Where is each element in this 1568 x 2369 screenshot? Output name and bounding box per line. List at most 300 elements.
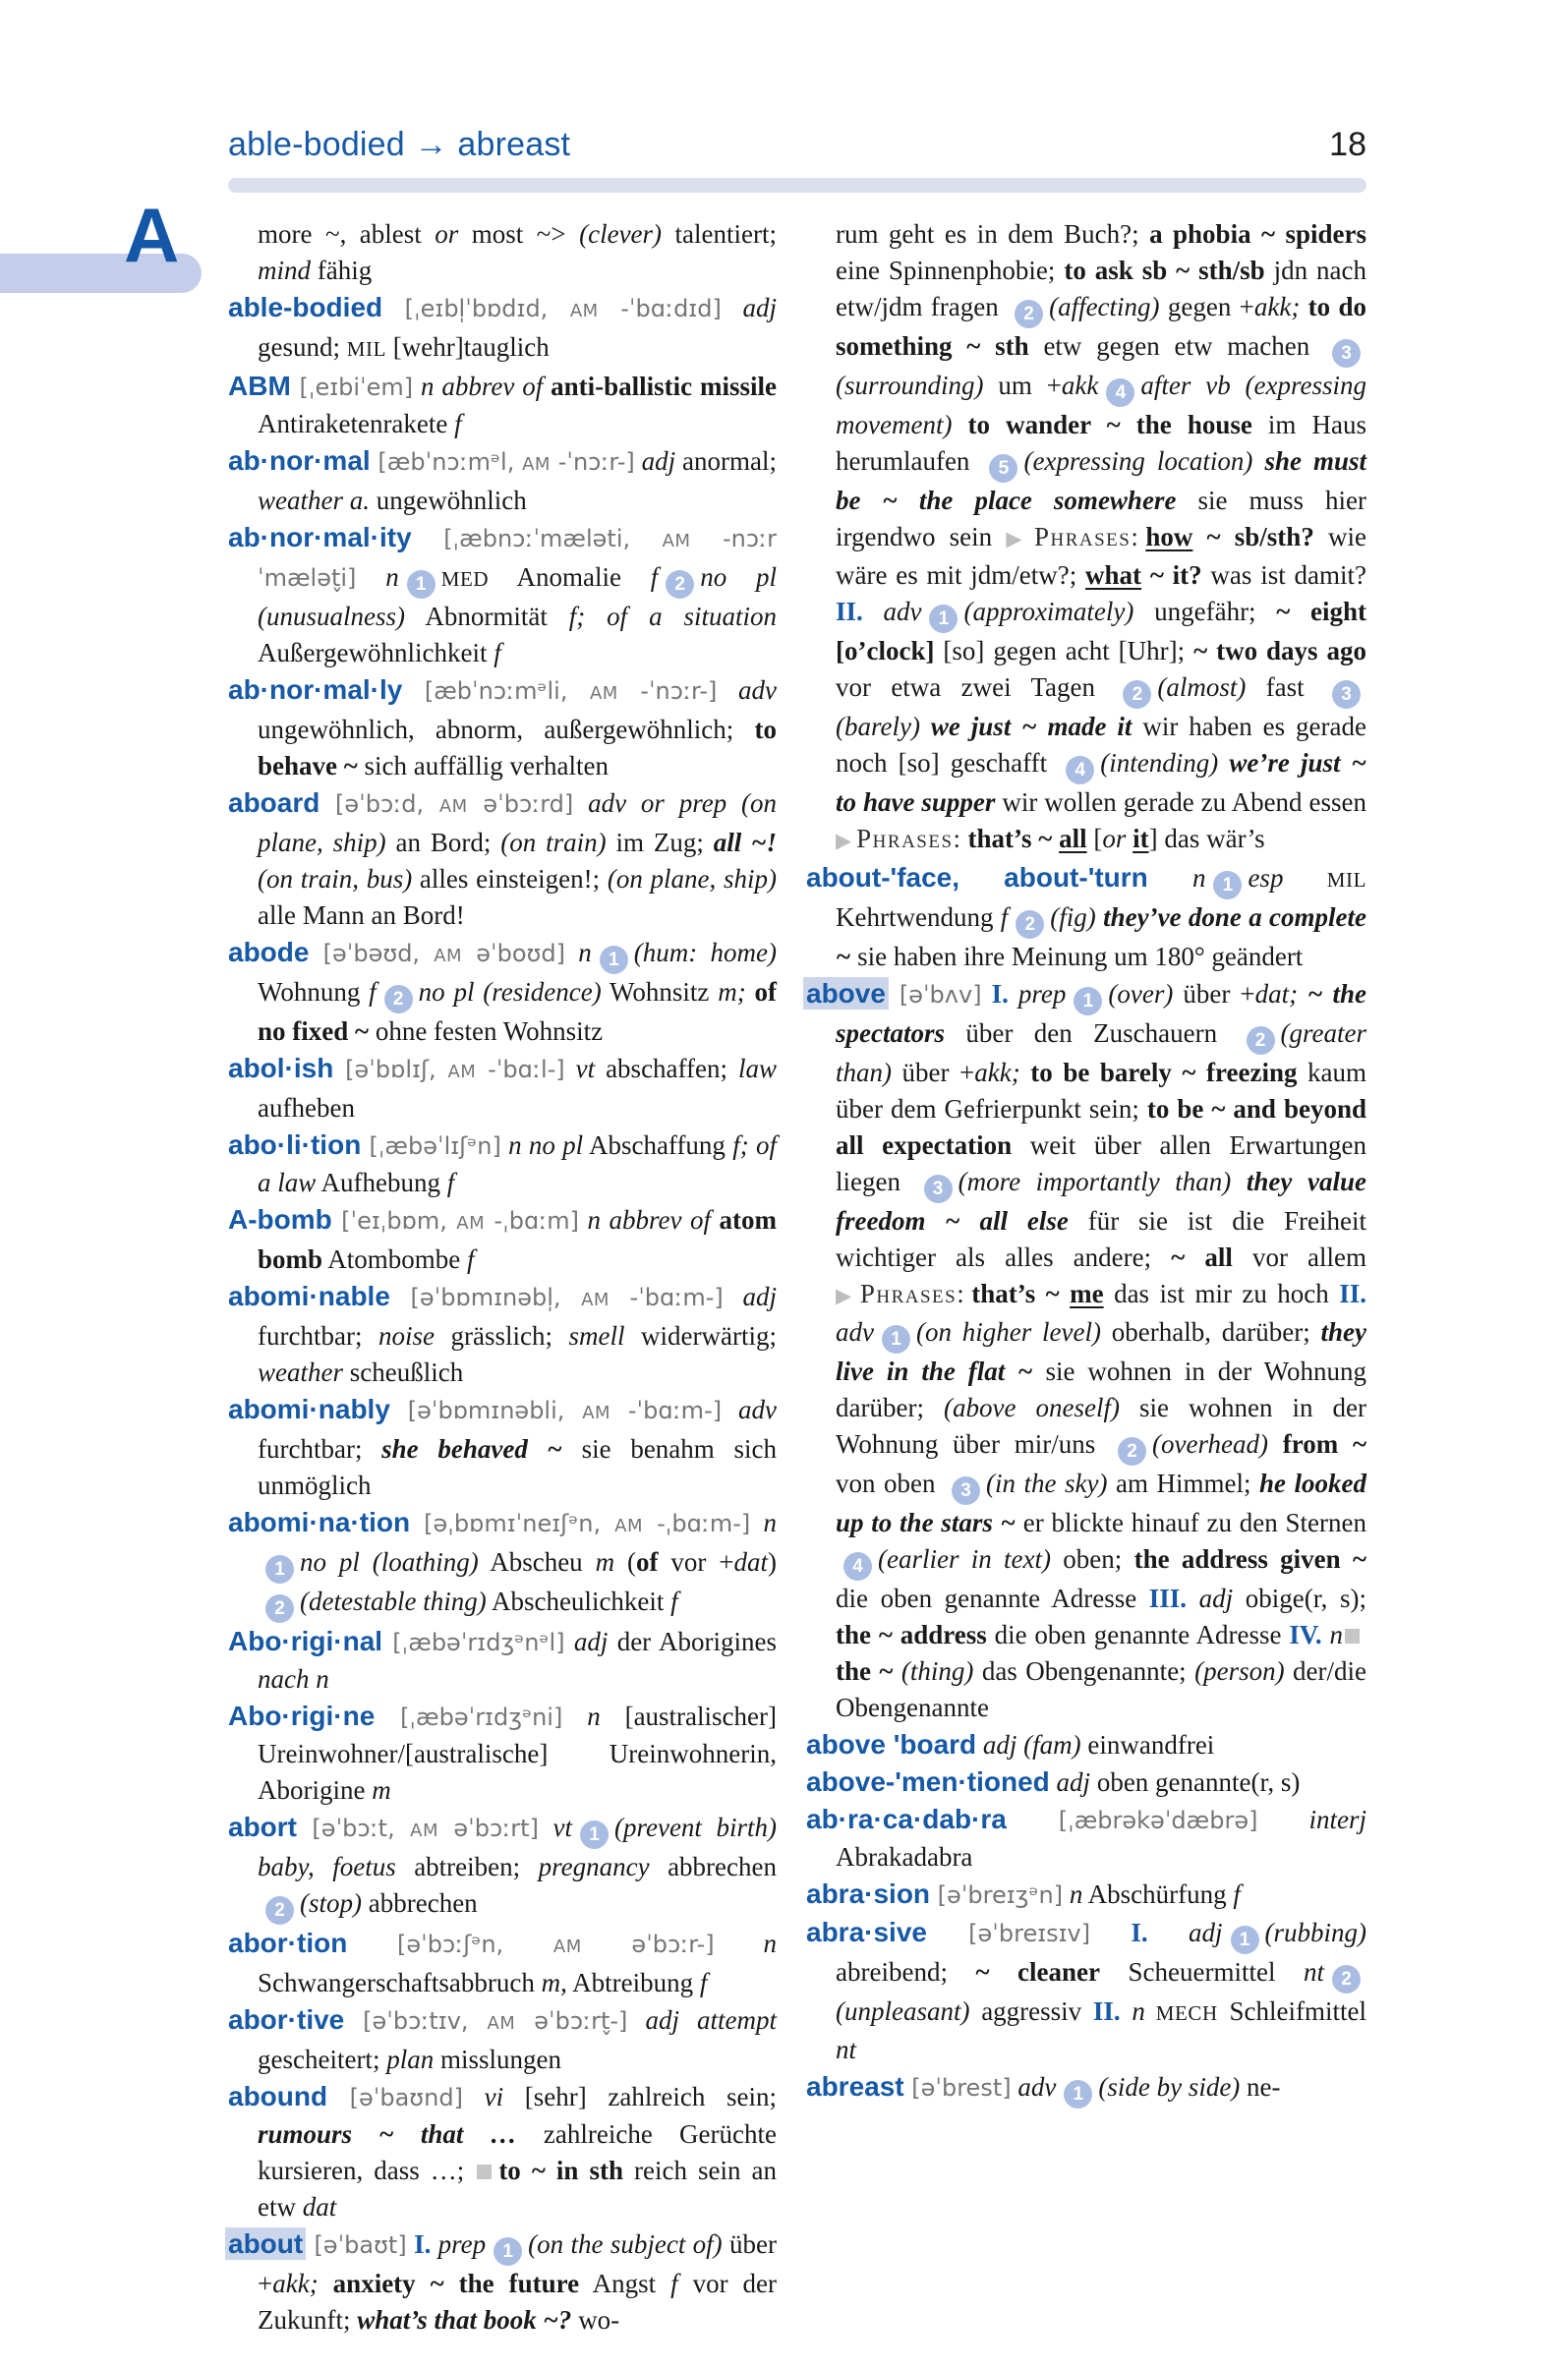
dictionary-entry [228,1809,777,1925]
bold-text: the ~ [836,1656,894,1686]
italic-text: adv [722,1395,778,1424]
text: ) [768,1547,777,1577]
headword-highlighted: above [803,977,889,1010]
example-phrase: what’s that book ~? [357,2305,572,2335]
bold-text: to be ~ and beyond all expectation [836,1094,1366,1160]
phonetics: [əˈbrest] [903,2074,1012,2102]
text: etw gegen etw machen [1028,331,1325,361]
text: ungefähr; [1133,597,1277,626]
text: gegen + [1159,292,1254,321]
text: furchtbar; [258,1434,382,1464]
italic-text: adj [1049,1767,1091,1797]
text: misslungen [434,2045,561,2074]
italic-text: n [1063,1879,1083,1909]
italic-text: nach n [258,1664,329,1694]
guide-words: able-bodied → abreast [228,126,571,163]
dictionary-entry [806,1876,1366,1914]
italic-text: (detestable thing) [300,1587,487,1616]
bold-text: that’s ~ [967,824,1060,853]
collocation-square-icon [477,2165,492,2179]
bold-text: anti-ballistic missile [543,372,778,401]
bold-text: of no fixed ~ [258,977,778,1046]
phonetics: -ˈnɔːr-] [617,677,718,705]
text: Abschürfung [1082,1879,1234,1909]
text: sie benahm sich unmöglich [258,1434,777,1500]
text: über + [892,1058,975,1087]
section-letter: A [124,192,180,278]
headword: abort [228,1812,297,1842]
dictionary-entry [228,368,777,442]
phonetics-am-label: AM [581,1290,610,1310]
phonetics: -ˌbɑːm-] [643,1510,751,1537]
phonetics-am-label: AM [410,1820,438,1841]
italic-text: (on train) [500,828,607,857]
italic-text: (earlier in text) [878,1544,1052,1574]
dictionary-entry [228,1504,777,1623]
sense-number-badge: 1 [1064,2080,1092,2109]
phonetics: -ˈbɑːm-] [609,1284,724,1311]
subject-label: MECH [1144,2001,1218,2025]
text: für sie ist die Freiheit wichtiger als alles andere; [836,1206,1366,1272]
phonetics: [əˌbɒmɪˈneɪʃᵊn, [410,1510,615,1537]
text: der/die Obengenannte [836,1656,1366,1722]
underlined-keyword: what [1085,560,1142,590]
text: Atombombe [322,1244,468,1274]
bold-text: ~ two days ago [1193,636,1366,665]
phonetics-am-label: AM [456,1213,486,1234]
headword: above 'board [806,1729,977,1760]
italic-text: adj [634,446,676,476]
bold-text: the address given ~ [1133,1544,1366,1574]
phonetics: [əˈbreɪʒᵊn] [930,1881,1064,1909]
italic-text: (on the subject of) [528,2229,723,2259]
sense-number-badge: 1 [929,605,958,633]
dictionary-entry [228,2001,777,2078]
dictionary-entry [806,1801,1366,1876]
italic-text: adj attempt [627,2005,777,2035]
text: Aufhebung [316,1168,447,1197]
text: er blickte hinauf zu den Sternen [1016,1508,1366,1537]
text: Abnormität [405,602,569,631]
phonetics: [əˈbɒmɪnəbli, [389,1397,583,1424]
text: gescheitert; [258,2045,387,2074]
example-phrase: all ~! [713,828,777,857]
roman-numeral: II. [836,597,863,626]
italic-text: f [494,638,501,667]
italic-text: f [454,409,462,438]
dictionary-entry [228,519,777,671]
text: jdn nach etw/jdm fragen [836,256,1366,321]
italic-text: adv [717,675,777,705]
text: ungewöhnlich, abnorm, außergewöhnlich; [258,715,755,744]
text: im Haus herumlaufen [836,410,1366,476]
phonetics-am-label: AM [447,1062,477,1082]
text: wir haben es gerade noch [so] geschafft [836,712,1366,778]
phonetics: əˈbɔːrt̬-] [515,2007,628,2035]
sense-number-badge: 2 [265,1594,294,1623]
text [959,863,1004,893]
dictionary-entry [228,934,777,1050]
dictionary-entry [228,1050,777,1127]
text: aggressiv [969,1996,1093,2026]
headword: abound [228,2081,328,2111]
italic-text: dat [302,2192,337,2222]
phonetics: [əˈbreɪsɪv] [926,1920,1091,1947]
phonetics: [əˈbɒlɪʃ, [333,1056,448,1083]
sense-number-badge: 2 [1247,1026,1275,1055]
phrases-label: Phrases: [856,824,962,853]
phonetics: [æbˈnɔːmᵊli, [402,677,590,705]
entry-continuation [806,216,1366,859]
right-column [806,216,1366,2109]
phonetics: [æbˈnɔːmᵊl, [370,448,523,476]
text: vor etwa zwei Tagen [836,672,1116,702]
bold-text: ~ it? [1141,560,1202,590]
sense-number-badge: 4 [1106,378,1134,407]
text: was ist damit? [1201,560,1366,590]
text: [ [1086,824,1103,853]
sense-number-badge: 1 [882,1325,910,1354]
italic-text: no pl (residence) [418,977,602,1007]
example-phrase: they live in the flat ~ [836,1317,1366,1386]
phonetics-am-label: AM [582,1403,611,1423]
headword: abol·ish [228,1053,334,1083]
text: aufheben [258,1093,355,1123]
phonetics-am-label: AM [614,1516,643,1536]
headword: abor·tive [228,2004,345,2035]
text: einwandfrei [1080,1730,1215,1760]
sense-number-badge: 4 [1066,756,1094,784]
text: gesund; [258,332,347,362]
example-phrase: she behaved ~ [381,1434,562,1464]
dictionary-entry [228,289,777,368]
text: Abschaffung [583,1130,733,1160]
italic-text: (stop) [300,1888,362,1918]
text: scheußlich [343,1358,464,1387]
text: alle Mann an Bord! [258,900,465,930]
text: wie wäre es mit jdm/etw?; [836,522,1367,590]
dictionary-entry [806,1763,1366,1801]
phonetics: [ˌæbəˈlɪʃᵊn] [361,1132,501,1160]
roman-numeral: I. [1090,1918,1148,1947]
italic-text: (unpleasant) [836,1996,970,2026]
headword: ab·nor·mal·ly [228,674,403,705]
italic-text: (on train, bus) [258,864,413,894]
italic-text: vi [462,2082,504,2111]
text: rum geht es in dem Buch?; [836,219,1150,249]
italic-text: (overhead) [1152,1429,1268,1459]
italic-text: (on higher level) [915,1317,1101,1347]
italic-text: n abbrev of [579,1205,712,1235]
bold-text: ~ cleaner [975,1957,1100,1987]
headword: aboard [228,787,320,818]
phonetics: -ˈbɑːl-] [476,1056,565,1083]
phonetics: -ˈnɔːr-] [550,448,635,476]
phrases-marker [836,824,962,853]
italic-text: (hum: home) [633,938,777,967]
text: talentiert; [662,219,777,249]
italic-text: f [650,562,659,592]
dictionary-entry [228,442,777,519]
italic-text: adv [862,597,922,626]
phonetics-am-label: AM [552,1936,582,1957]
text: ] das wär’s [1148,824,1265,853]
italic-text: adj [1187,1584,1234,1613]
text: [wehr]tauglich [386,332,550,362]
roman-numeral: II. [1092,1996,1121,2026]
italic-text: n [562,1702,601,1731]
phrases-arrow-icon: ▶ [1006,527,1029,550]
text: weit über allen Erwartungen liegen [836,1130,1366,1196]
sense-number-badge: 1 [1213,871,1242,899]
text: Scheuermittel [1099,1957,1304,1987]
sense-number-badge: 1 [1231,1926,1259,1954]
text: more ~, ablest [258,219,436,249]
text: ungewöhnlich [370,486,527,515]
italic-text: (thing) [893,1656,974,1686]
italic-text: akk; [974,1058,1020,1087]
example-phrase: rumours ~ that … [258,2119,517,2149]
text: Außergewöhnlichkeit [258,638,494,667]
collocation-square-icon [1345,1629,1360,1644]
bold-text: that’s ~ [971,1279,1071,1308]
entry-continuation [228,216,777,289]
text: um + [983,371,1062,400]
italic-text: n [564,938,592,967]
text: ( [614,1547,636,1577]
sense-number-badge: 2 [1118,1437,1146,1466]
sense-number-badge: 2 [1016,910,1044,939]
dictionary-entry [228,1623,777,1698]
phonetics: [ˌæbəˈrɪdʒᵊnᵊl] [382,1629,565,1656]
text: sich auffällig verhalten [357,751,609,780]
italic-text: adj [1147,1918,1223,1947]
italic-text: prep [1008,979,1067,1009]
italic-text: adv [836,1317,874,1347]
bold-text: from ~ [1267,1429,1366,1459]
dictionary-entry [228,1925,777,2001]
text: zahlreiche Gerüchte kursieren, dass …; [258,2119,777,2185]
italic-text: (affecting) [1049,292,1160,321]
page-number: 18 [1329,126,1366,163]
italic-text: m [595,1547,615,1577]
text: das ist mir zu hoch [1103,1279,1340,1308]
dictionary-entry [228,784,777,934]
italic-text: or [1102,824,1127,853]
text: über + [258,2229,777,2298]
italic-text: f [699,1968,708,1997]
phrases-label: Phrases: [1033,522,1140,551]
phonetics: [əˈbɔːd, [319,790,439,818]
italic-text: (expressing location) [1023,446,1253,476]
sense-number-badge: 3 [924,1175,953,1203]
italic-text: f [446,1168,455,1197]
italic-text: (fig) [1050,902,1096,932]
italic-text: f [670,1587,678,1616]
dictionary-entry [228,1278,777,1391]
bold-text: anxiety ~ the future [318,2269,580,2298]
sense-number-badge: 3 [1332,680,1361,709]
headword: ab·nor·mal [228,445,371,476]
phonetics: [ˌeɪbl̩ˈbɒdɪd, [382,295,570,322]
headword: abra·sive [806,1917,927,1947]
italic-text: f [1000,902,1009,932]
text: [so] gegen acht [Uhr]; [934,636,1194,665]
italic-text: noise [377,1321,435,1351]
text: Anomalie [489,562,651,592]
italic-text: (over) [1108,979,1174,1009]
sense-number-badge: 2 [384,985,413,1013]
example-phrase: we’re just ~ to have supper [836,748,1366,817]
italic-text: (in the sky) [986,1469,1108,1498]
headword: abor·tion [228,1928,348,1958]
bold-text: ~ sb/sth? [1192,522,1314,551]
left-column [228,216,777,2339]
phonetics: əˈbɔːr-] [581,1931,715,1958]
phonetics-am-label: AM [487,2013,516,2034]
phonetics: -ˈbɑːdɪd] [598,295,722,322]
dictionary-entry [806,1726,1366,1763]
roman-numeral: IV. [1289,1620,1322,1649]
italic-text: (more importantly than) [958,1167,1232,1196]
dictionary-entry [806,1914,1366,2068]
phonetics: -ˈbɑːm-] [610,1397,723,1424]
phonetics: [ˌæbnɔːˈmæləti, [411,525,663,552]
italic-text: adj (fam) [976,1730,1081,1760]
bold-text: the ~ address [836,1620,987,1649]
text: vor der Zukunft; [258,2269,777,2335]
italic-text: n no pl [500,1130,584,1160]
text: vor + [658,1547,734,1577]
text: Wohnsitz [601,977,719,1007]
headword: ab·nor·mal·ity [228,522,412,552]
italic-text: pregnancy [538,1852,650,1881]
dictionary-entry [806,975,1366,1726]
italic-text: (side by side) [1098,2072,1241,2102]
italic-text: vt [538,1813,572,1842]
headword: about-'turn [1004,862,1148,893]
example-phrase: they’ve done a complete ~ [836,902,1366,971]
phonetics-am-label: AM [589,683,618,704]
example-phrase: she must be ~ the place somewhere [836,446,1366,515]
text: oben; [1051,1544,1134,1574]
italic-text: smell [568,1321,625,1351]
text: eine Spinnenphobie; [836,256,1065,285]
italic-text: (almost) [1157,672,1247,702]
dictionary-entry [228,2225,777,2339]
text: abschaffen; [595,1054,738,1083]
headword: abomi·nable [228,1281,390,1311]
text: wo- [571,2305,620,2335]
italic-text: n [1321,1620,1343,1649]
phrases-label: Phrases: [859,1279,966,1308]
text: fähig [311,256,373,285]
text: das Obengenannte; [973,1656,1195,1686]
phonetics: -ˌbɑːm] [485,1207,580,1235]
phrases-arrow-icon: ▶ [836,1284,855,1307]
text: reich sein an etw [258,2156,777,2222]
phrases-arrow-icon: ▶ [836,829,852,852]
text: der Aborigines [608,1627,777,1656]
phonetics: [ˌeɪbiˈem] [290,374,414,401]
subject-label: MIL [1283,868,1366,892]
header-divider-bar [228,178,1366,193]
roman-numeral: III. [1148,1584,1188,1613]
italic-text: (above oneself) [943,1393,1120,1422]
phonetics: [ˌæbrəkəˈdæbrə] [1006,1807,1258,1834]
text: alles einsteigen!; [412,864,608,894]
bold-text: to ~ in sth [498,2156,623,2185]
sense-number-badge: 3 [952,1476,980,1505]
text: die oben genannte Adresse [986,1620,1290,1649]
phonetics-am-label: AM [522,454,551,475]
italic-text: (rubbing) [1264,1918,1366,1947]
phonetics-am-label: AM [438,796,468,817]
text: Schwangerschaftsabbruch [258,1968,542,1997]
text: widerwärtig; [624,1321,778,1351]
example-phrase: ~ the spectators [836,979,1367,1048]
text: Wohnung [258,977,370,1007]
dictionary-entry [228,2078,777,2225]
text: oben genannte(r, s) [1090,1767,1301,1797]
subject-label: MIL [346,337,387,361]
italic-text: f [467,1244,475,1274]
example-phrase: we just ~ made it [919,712,1132,741]
phonetics: [ˌæbəˈrɪdʒᵊni] [375,1704,563,1731]
bold-text: to behave ~ [258,715,777,780]
italic-text: vt [564,1054,596,1083]
italic-text: no pl (unusualness) [258,562,777,631]
italic-text: adv or prep (on plane, ship) [258,788,777,857]
phonetics: [əˈbəʊd, [309,940,435,967]
italic-text: esp [1248,863,1284,893]
italic-text: dat [733,1547,768,1577]
dictionary-entry [228,671,777,784]
bold-text: to do something ~ sth [836,292,1366,361]
italic-text: interj [1257,1805,1366,1834]
text: sie muss hier irgendwo sein [836,486,1366,551]
text: wir wollen gerade zu Abend essen [995,787,1366,817]
italic-text: prep [431,2229,487,2259]
italic-text: weather [258,1358,343,1387]
phonetics-am-label: AM [569,301,599,321]
headword: ab·ra·ca·dab·ra [806,1804,1007,1834]
italic-text: f [369,977,377,1007]
headword: A-bomb [228,1204,332,1235]
phonetics: [əˈbɔːʃᵊn, [347,1931,553,1958]
phonetics: [ˈeɪˌbɒm, [331,1207,457,1235]
italic-text: m; [718,977,746,1007]
bold-text: ~ all [1171,1242,1233,1272]
italic-text: n [750,1508,777,1537]
roman-numeral: II. [1339,1279,1366,1308]
text: Schleifmittel [1217,1996,1366,2026]
italic-text: f [1233,1879,1241,1909]
sense-number-badge: 1 [1074,987,1102,1015]
dictionary-entry [806,2068,1366,2109]
roman-numeral: I. [406,2229,432,2259]
text: Abscheulichkeit [486,1587,671,1616]
headword: Abo·rigi·ne [228,1701,376,1731]
text: sie haben ihre Meinung um 180° geändert [850,942,1304,971]
subject-label: MED [440,567,490,591]
headword: abomi·nably [228,1394,390,1424]
phonetics: [əˈbʌv] [888,981,982,1009]
dictionary-entry [228,1391,777,1504]
text: obige(r, s); [1233,1584,1366,1613]
italic-text: f; of a situation [568,602,777,631]
italic-text: akk; [272,2269,319,2298]
